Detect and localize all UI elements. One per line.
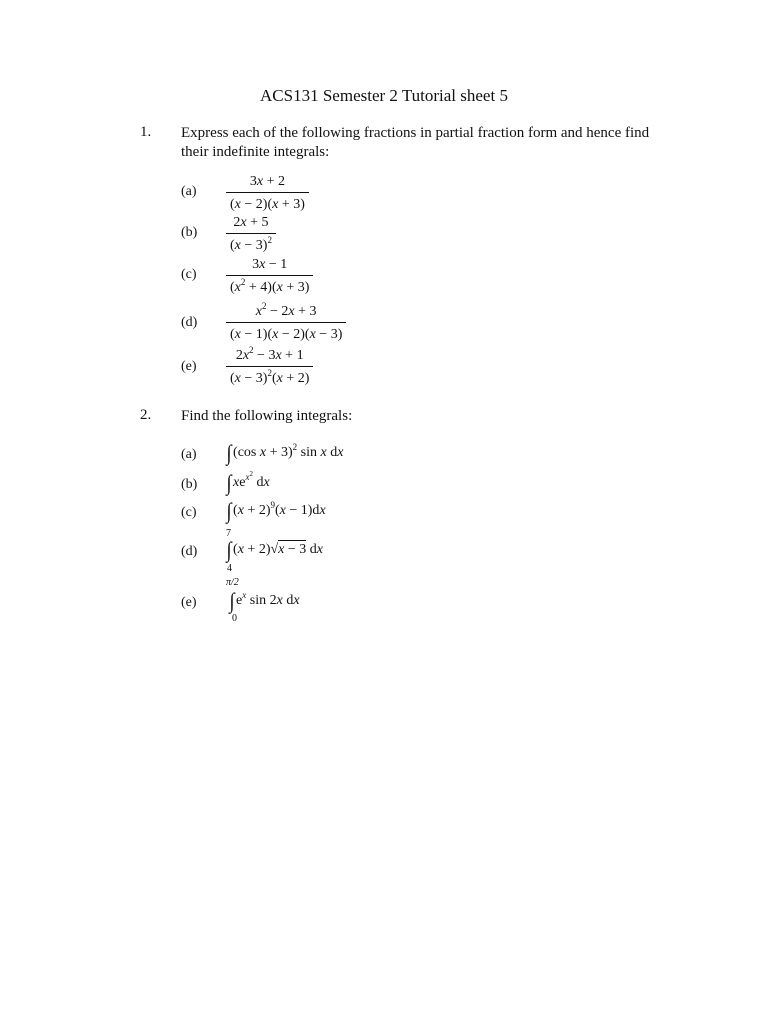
q1-fraction-b: $\frac{2x + 5}{(x - 3)^2}$ — [226, 215, 276, 254]
q2-label-b: (b) — [181, 477, 198, 492]
q1-label-e: (e) — [181, 359, 197, 374]
q2-label-c: (c) — [181, 505, 197, 520]
q1-label-a: (a) — [181, 184, 197, 199]
q1-label-b: (b) — [181, 225, 198, 240]
q2-label-d: (d) — [181, 544, 198, 559]
q2-integral-e: $\int e^x$ sin 2x dx — [229, 588, 300, 613]
q1-fraction-a: $\frac{3x + 2}{(x - 2)(x + 3)}$ — [226, 174, 309, 213]
question-2-text: Find the following integrals: — [181, 408, 353, 424]
q1-fraction-c: $\frac{3x - 1}{(x^2 + 4)(x + 3)}$ — [226, 257, 313, 296]
q2-integral-b: $\int xe^{x^2}$ dx — [226, 470, 270, 495]
q2-label-a: (a) — [181, 447, 197, 462]
q1-label-d: (d) — [181, 315, 198, 330]
question-1-text: Express each of the following fractions in partial fraction form and hence find their indefinite integrals: — [181, 125, 650, 160]
q2-integral-a: ∫(cos x + 3)$^2$ sin x dx — [226, 440, 344, 465]
q2-d-upper-limit: 7 — [226, 528, 231, 539]
question-1-number: 1. — [140, 124, 152, 140]
q2-integral-d: ∫(x + 2)√x − 3 dx — [226, 537, 324, 562]
q2-integral-c: $\int(x + 2)^9(x - 1)dx$ — [226, 498, 326, 523]
q2-label-e: (e) — [181, 595, 197, 610]
q2-e-upper-limit: π/2 — [226, 577, 239, 588]
q2-e-lower-limit: 0 — [232, 613, 237, 624]
page-title: ACS131 Semester 2 Tutorial sheet 5 — [260, 86, 508, 105]
q1-label-c: (c) — [181, 267, 197, 282]
question-2-number: 2. — [140, 407, 152, 423]
q1-fraction-d: $\frac{x^2 - 2x + 3}{(x - 1)(x - 2)(x - 3)}$ — [226, 304, 346, 343]
q1-fraction-e: $\frac{2x^2 - 3x + 1}{(x - 3)^2(x + 2)}$ — [226, 348, 313, 387]
q2-d-lower-limit: 4 — [227, 563, 232, 574]
